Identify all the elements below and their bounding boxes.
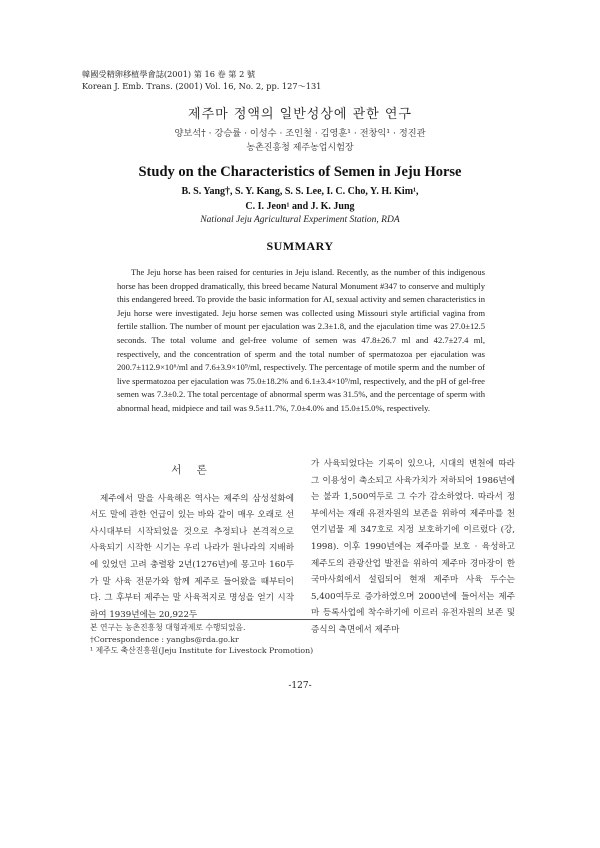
footnote-affiliation: ¹ 제주도 축산진흥원(Jeju Institute for Livestock Promotion)	[90, 646, 314, 655]
english-authors	[0, 184, 600, 214]
intro-left-paragraph: 제주에서 말을 사육해온 역사는 제주의 삼성설화에서도 말에 관한 언급이 있는 바와 같이 매우 오래로 선사시대부터 시작되었을 것으로 추정되나 본격적으로 사육되기 시작한 시기는 우리 나라가 원나라의 지배하에 있었던 고려 충렬왕 2년(1276년)에 몽고마 160두가 말 사육 전문가와 함께 제주로 들어왔을 때부터이다. 그 후부터 제주는 말 사육적지로 명성을 얻기 시작하여 1939년에는 20,922두	[90, 493, 294, 620]
summary-abstract	[117, 266, 485, 416]
journal-citation-english: Korean J. Emb. Trans. (2001) Vol. 16, No. 2, pp. 127～131	[82, 81, 322, 91]
english-authors-line-2: C. I. Jeon¹ and J. K. Jung	[245, 201, 355, 212]
intro-right-column	[311, 456, 515, 639]
intro-left-column	[90, 456, 294, 623]
english-title: Study on the Characteristics of Semen in Jeju Horse	[138, 164, 462, 180]
korean-title: 제주마 정액의 일반성상에 관한 연구	[188, 107, 412, 122]
footnotes	[90, 619, 350, 657]
summary-heading: SUMMARY	[266, 239, 334, 253]
english-authors-line-1: B. S. Yang†, S. Y. Kang, S. S. Lee, I. C. Cho, Y. H. Kim¹,	[181, 186, 419, 197]
footnote-correspondence: †Correspondence : yangbs@rda.go.kr	[90, 634, 239, 644]
korean-authors: 양보석† · 강승률 · 이성수 · 조인철 · 김영훈¹ · 전창익¹ · 정진관	[174, 128, 426, 139]
intro-heading: 서 론	[171, 464, 213, 476]
journal-citation-korean: 韓國受精卵移植學會誌(2001) 第 16 卷 第 2 號	[82, 69, 256, 79]
footnote-funding: 본 연구는 농촌진흥청 대형과제로 수행되었음.	[90, 623, 246, 632]
journal-header	[82, 68, 321, 92]
page-number: -127-	[288, 681, 312, 691]
summary-paragraph: The Jeju horse has been raised for centuries in Jeju island. Recently, as the number of this indigenous horse has been dropped dramatically, this breed became Natural Monument #347 to conserve and multiply this endangered breed. To provide the basic information for AI, sexual activity and semen characteristics in Jeju horse were investigated. Jeju horse semen was collected using Missouri style artificial vagina from fertile stallion. The number of mount per ejaculation was 2.3±1.8, and the ejaculation time was 27.0±12.5 seconds. The total volume and gel-free volume of semen was 47.8±26.7 ml and 42.7±27.4 ml, respectively, and the concentration of sperm and the total number of spermatozoa per ejaculation was 200.7±112.9×10⁶/ml and 7.6±3.9×10⁹/ml, respectively. The percentage of motile sperm and the number of live spermatozoa per ejaculation was 75.0±18.2% and 6.1±3.4×10⁹/ml, respectively, and the pH of gel-free semen was 7.3±0.2. The total percentage of abnormal sperm was 31.5%, and the percentage of sperm with abnormal head, midpiece and tail was 9.5±11.7%, 7.0±4.0% and 15.0±15.0%, respectively.	[117, 267, 485, 413]
intro-right-paragraph: 가 사육되었다는 기록이 있으나, 시대의 변천에 따라 그 이용성이 축소되고 사육가치가 저하되어 1986년에는 불과 1,500여두로 그 수가 감소하였다. 따라서 정부에서는 재래 유전자원의 보존을 위하여 제주마를 천연기념물 제 347호로 지정 보호하기에 이르렀다 (강, 1998). 이후 1990년에는 제주마를 보호 · 육성하고 제주도의 관광산업 발전을 위하여 제주마 경마장이 한국마사회에서 설립되어 현재 제주마 사육 두수는 5,400여두로 증가하였으며 2000년에 들어서는 제주마 등록사업에 착수하기에 이르러 유전자원의 보존 및 증식의 측면에서 제주마	[311, 459, 515, 635]
korean-affiliation: 농촌진흥청 제주농업시험장	[246, 143, 354, 153]
english-affiliation: National Jeju Agricultural Experiment Station, RDA	[200, 215, 400, 225]
